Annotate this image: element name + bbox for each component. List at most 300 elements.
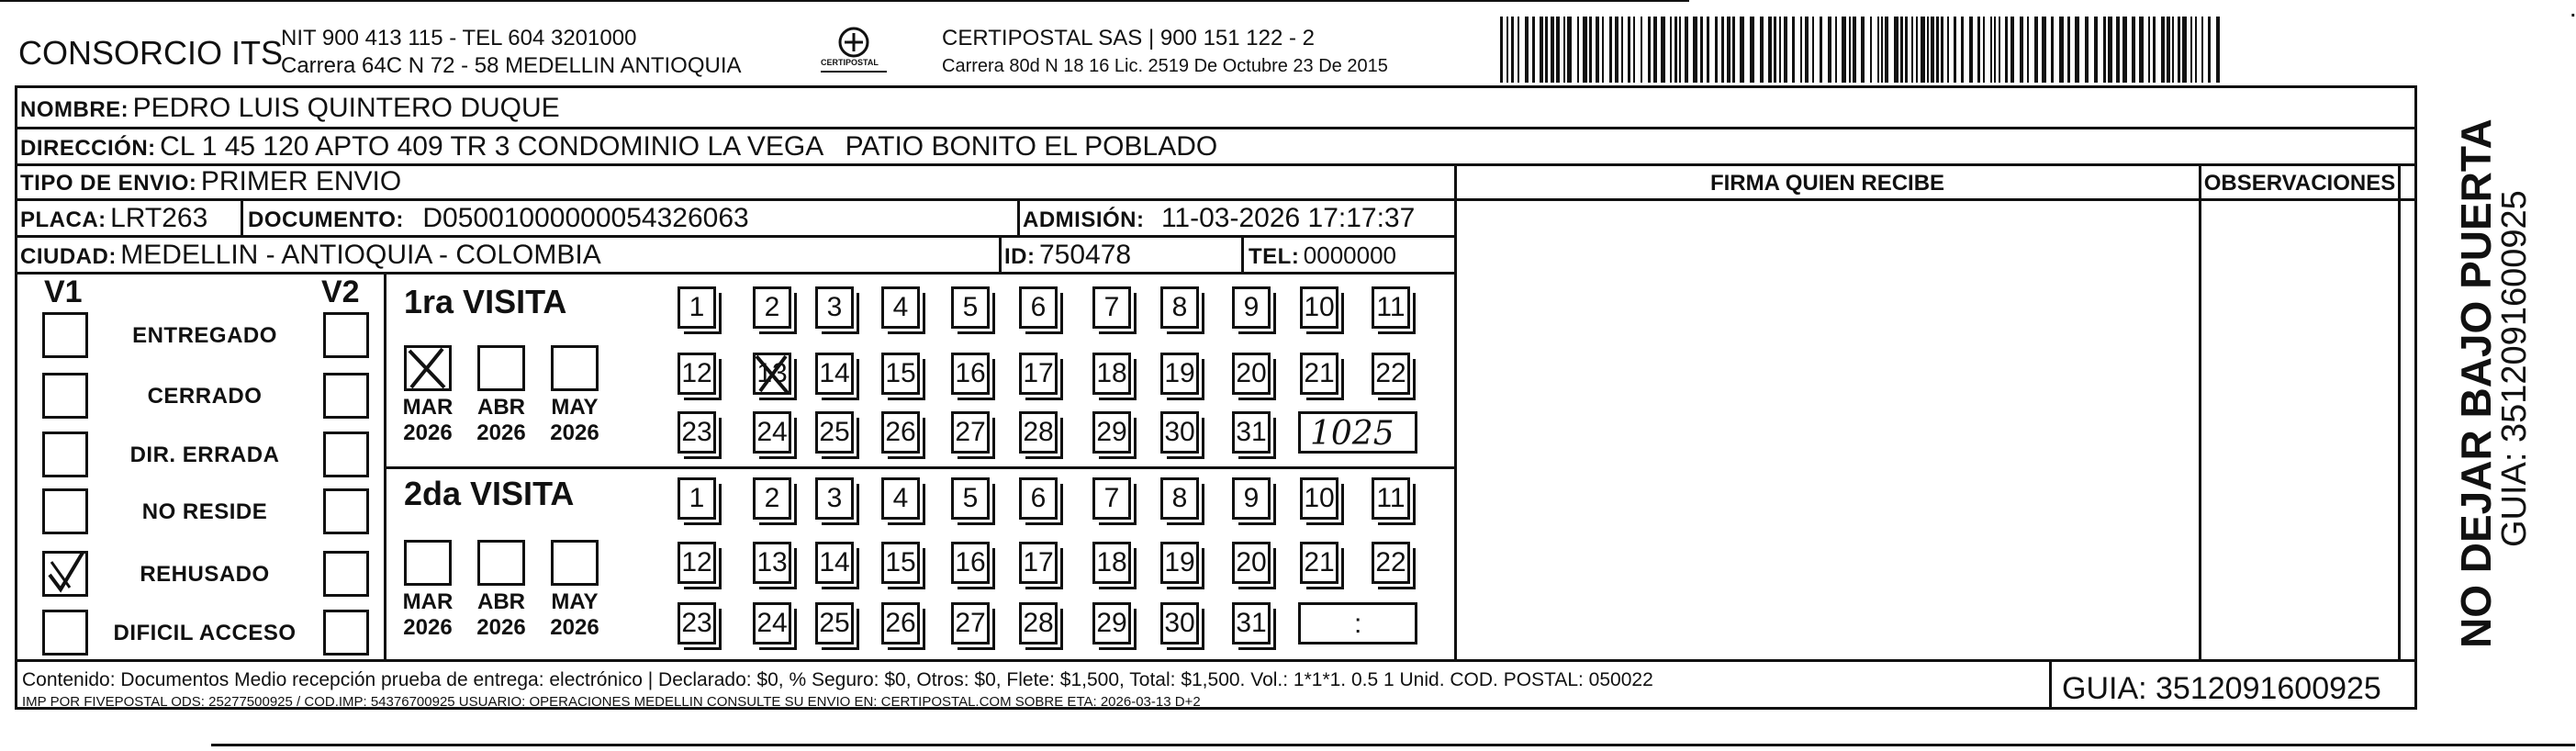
- first-visit-month-label: [395, 395, 461, 446]
- second-visit-month-checkbox[interactable]: [477, 540, 525, 586]
- second-visit-day-box[interactable]: [815, 542, 854, 584]
- barcode-bar: [1641, 17, 1642, 83]
- barcode-bar: [1602, 17, 1604, 83]
- barcode-bar: [1707, 17, 1709, 83]
- footer-contents: Contenido: Documentos Medio recepción prueba de entrega: electrónico | Declarado: $0, % Seguro: $0, Otros: $0, Flete: $1,500, Total: $1,500. Vol.: 1*1*1. 0.5 1 Unid. COD. POSTAL: 050022: [22, 669, 1653, 690]
- second-visit-day-box[interactable]: [1092, 477, 1131, 520]
- month-name: MAR: [402, 395, 454, 420]
- day-number: 6: [1030, 483, 1047, 513]
- barcode-bar: [1941, 17, 1943, 83]
- barcode-bar: [1615, 17, 1618, 83]
- day-number: 1: [689, 483, 705, 513]
- first-visit-day-box[interactable]: [1232, 353, 1271, 395]
- status-label: NO RESIDE: [141, 499, 268, 524]
- second-visit-day-box[interactable]: [1372, 477, 1410, 520]
- day-number: 12: [681, 358, 712, 388]
- first-visit-day-box[interactable]: [1092, 411, 1131, 454]
- month-year: 2026: [476, 615, 526, 640]
- status-label: REHUSADO: [140, 562, 270, 587]
- barcode-bar: [1732, 17, 1735, 83]
- barcode-bar: [1792, 17, 1795, 83]
- barcode-bar: [1990, 17, 1992, 83]
- check-mark-icon: [42, 551, 88, 597]
- day-number: 19: [1164, 358, 1195, 388]
- day-number: 3: [826, 483, 843, 513]
- type-label: TIPO DE ENVIO:: [20, 171, 197, 196]
- first-visit-day-box[interactable]: [1019, 411, 1058, 454]
- shipment-type: PRIMER ENVIO: [200, 166, 402, 196]
- barcode-bar: [1947, 17, 1949, 83]
- barcode-bar: [1674, 17, 1677, 83]
- barcode-bar: [1954, 17, 1956, 83]
- barcode-bar: [2178, 17, 2180, 83]
- barcode-bar: [2020, 17, 2023, 83]
- first-visit-day-box[interactable]: [678, 286, 716, 329]
- second-visit-day-box[interactable]: [1300, 477, 1338, 520]
- second-visit-day-box[interactable]: [1372, 542, 1410, 584]
- barcode-bar: [2042, 17, 2046, 83]
- barcode-bar: [1700, 17, 1703, 83]
- barcode-bar: [1800, 17, 1802, 83]
- barcode-bar: [1870, 17, 1872, 83]
- v1-checkbox[interactable]: [42, 373, 88, 419]
- recipient-name: PEDRO LUIS QUINTERO DUQUE: [132, 93, 560, 123]
- day-number: 26: [885, 417, 916, 447]
- day-number: 2: [764, 292, 780, 322]
- barcode-bar: [1518, 17, 1519, 83]
- barcode-bar: [2172, 17, 2174, 83]
- barcode-bar: [2148, 17, 2150, 83]
- day-number: 9: [1243, 483, 1260, 513]
- day-number: 5: [962, 292, 979, 322]
- first-visit-month-checkbox[interactable]: [404, 345, 452, 391]
- month-name: MAY: [551, 395, 599, 420]
- first-visit-day-box[interactable]: [678, 411, 716, 454]
- v1-header: V1: [44, 275, 83, 309]
- barcode-bar: [1648, 17, 1651, 83]
- v1-checkbox[interactable]: [42, 312, 88, 358]
- day-number: 11: [1376, 292, 1406, 322]
- plate-label: PLACA:: [20, 207, 106, 232]
- barcode-bar: [1545, 17, 1548, 83]
- first-visit-day-box[interactable]: [1019, 286, 1058, 329]
- barcode-bar: [1905, 17, 1908, 83]
- first-visit-day-box[interactable]: [1160, 353, 1199, 395]
- month-year: 2026: [550, 615, 599, 640]
- barcode-bar: [1861, 17, 1865, 83]
- first-visit-day-box[interactable]: [881, 353, 920, 395]
- admission-value: 11-03-2026 17:17:37: [1160, 203, 1416, 233]
- plate-value: LRT263: [110, 203, 208, 233]
- barcode-bar: [2010, 17, 2014, 83]
- day-number: 25: [819, 417, 850, 447]
- second-visit-day-box[interactable]: [1160, 477, 1199, 520]
- day-number: 8: [1171, 483, 1188, 513]
- first-visit-day-box[interactable]: [951, 286, 990, 329]
- document-value: D05001000000054326063: [422, 203, 749, 233]
- barcode-bar: [1999, 17, 2000, 83]
- barcode-bar: [1670, 17, 1672, 83]
- barcode-bar: [1820, 17, 1822, 83]
- second-visit-day-box[interactable]: [753, 477, 791, 520]
- first-visit-day-box[interactable]: [1232, 286, 1271, 329]
- admission-label: ADMISIÓN:: [1023, 207, 1145, 232]
- barcode: [1496, 17, 2222, 83]
- name-label: NOMBRE:: [20, 97, 129, 122]
- first-visit-day-box[interactable]: [678, 353, 716, 395]
- first-visit-day-box[interactable]: [1019, 353, 1058, 395]
- day-number: 10: [1304, 292, 1335, 322]
- month-year: 2026: [403, 420, 453, 445]
- first-visit-day-box[interactable]: [1300, 353, 1338, 395]
- company-address: Carrera 64C N 72 - 58 MEDELLIN ANTIOQUIA: [281, 53, 742, 78]
- barcode-bar: [1779, 17, 1781, 83]
- v2-checkbox[interactable]: [323, 610, 369, 656]
- barcode-bar: [1921, 17, 1925, 83]
- barcode-bar: [1721, 17, 1724, 83]
- first-visit-day-box[interactable]: [881, 286, 920, 329]
- first-visit-day-box[interactable]: [1092, 286, 1131, 329]
- first-visit-day-box[interactable]: [1092, 353, 1131, 395]
- barcode-bar: [1900, 17, 1903, 83]
- day-number: 7: [1103, 483, 1120, 513]
- month-name: ABR: [477, 589, 525, 614]
- barcode-bar: [1931, 17, 1934, 83]
- month-year: 2026: [550, 420, 599, 445]
- first-visit-month-label: [468, 395, 534, 446]
- day-number: 3: [826, 292, 843, 322]
- day-number: 29: [1096, 417, 1127, 447]
- day-number: 25: [819, 608, 850, 638]
- barcode-bar: [1835, 17, 1837, 83]
- second-visit-day-box[interactable]: [951, 542, 990, 584]
- status-label: ENTREGADO: [132, 323, 277, 348]
- barcode-bar: [1894, 17, 1898, 83]
- barcode-bar: [1983, 17, 1985, 83]
- second-visit-day-box[interactable]: [1232, 602, 1271, 645]
- barcode-bar: [1805, 17, 1809, 83]
- barcode-bar: [1768, 17, 1772, 83]
- day-number: 23: [681, 608, 712, 638]
- city-value: MEDELLIN - ANTIOQUIA - COLOMBIA: [120, 240, 601, 270]
- day-number: 12: [681, 547, 712, 577]
- barcode-bar: [1881, 17, 1883, 83]
- barcode-bar: [1556, 17, 1560, 83]
- second-visit-day-box[interactable]: [678, 602, 716, 645]
- barcode-bar: [2167, 17, 2170, 83]
- day-number: 6: [1030, 292, 1047, 322]
- barcode-bar: [1653, 17, 1657, 83]
- v2-header: V2: [321, 275, 360, 309]
- document-label: DOCUMENTO:: [248, 207, 404, 232]
- side-warning: NO DEJAR BAJO PUERTA: [2452, 118, 2500, 648]
- company-name: CONSORCIO ITS: [18, 34, 284, 72]
- status-label: DIFICIL ACCESO: [113, 621, 297, 645]
- first-visit-day-box[interactable]: [881, 411, 920, 454]
- barcode-bar: [1661, 17, 1665, 83]
- day-number: 30: [1164, 417, 1195, 447]
- barcode-bar: [1500, 17, 1503, 83]
- barcode-bar: [2208, 17, 2211, 83]
- first-visit-day-box[interactable]: [1372, 353, 1410, 395]
- second-visit-day-box[interactable]: [1019, 542, 1058, 584]
- v2-checkbox[interactable]: [323, 551, 369, 597]
- barcode-bar: [1842, 17, 1846, 83]
- barcode-bar: [1727, 17, 1730, 83]
- v2-checkbox[interactable]: [323, 373, 369, 419]
- day-number: 4: [892, 483, 909, 513]
- footer-imp: IMP POR FIVEPOSTAL ODS: 25277500925 / COD.IMP: 54376700925 USUARIO: OPERACIONES MEDELLIN CONSULTE SU ENVIO EN: CERTIPOSTAL.COM SOBRE ETA: 2026-03-13 D+2: [22, 694, 1201, 710]
- day-number: 18: [1096, 358, 1127, 388]
- second-visit-month-label: [468, 589, 534, 641]
- id-label: ID:: [1004, 244, 1036, 269]
- first-visit-day-box[interactable]: [753, 353, 791, 395]
- day-number: 31: [1236, 608, 1267, 638]
- v1-checkbox[interactable]: [42, 432, 88, 477]
- id-value: 750478: [1038, 240, 1132, 270]
- barcode-bar: [1633, 17, 1635, 83]
- v2-checkbox[interactable]: [323, 488, 369, 534]
- first-visit-day-box[interactable]: [1232, 411, 1271, 454]
- second-visit-day-box[interactable]: [815, 602, 854, 645]
- day-number: 13: [756, 547, 788, 577]
- month-year: 2026: [403, 615, 453, 640]
- barcode-bar: [2108, 17, 2112, 83]
- first-visit-title: 1ra VISITA: [404, 283, 567, 320]
- barcode-bar: [1628, 17, 1630, 83]
- barcode-bar: [1563, 17, 1565, 83]
- barcode-bar: [1911, 17, 1913, 83]
- day-number: 16: [955, 358, 986, 388]
- barcode-bar: [1936, 17, 1939, 83]
- barcode-bar: [1525, 17, 1529, 83]
- first-visit-day-box[interactable]: [1160, 411, 1199, 454]
- second-visit-day-box[interactable]: [881, 477, 920, 520]
- barcode-bar: [1679, 17, 1681, 83]
- footer-guia: GUIA: 3512091600925: [2062, 671, 2381, 706]
- barcode-bar: [1621, 17, 1623, 83]
- day-number: 23: [681, 417, 712, 447]
- barcode-bar: [1969, 17, 1973, 83]
- second-visit-day-box[interactable]: [1019, 477, 1058, 520]
- day-number: 2: [764, 483, 780, 513]
- company-nit: NIT 900 413 115 - TEL 604 3201000: [281, 26, 637, 50]
- barcode-bar: [1740, 17, 1744, 83]
- second-visit-day-box[interactable]: [1300, 542, 1338, 584]
- status-label: DIR. ERRADA: [129, 443, 280, 467]
- barcode-bar: [2034, 17, 2038, 83]
- barcode-bar: [1567, 17, 1572, 83]
- day-number: 22: [1375, 547, 1406, 577]
- barcode-bar: [2027, 17, 2029, 83]
- barcode-bar: [1540, 17, 1543, 83]
- barcode-bar: [2122, 17, 2127, 83]
- barcode-bar: [1877, 17, 1879, 83]
- day-number: 1: [689, 292, 705, 322]
- barcode-bar: [2075, 17, 2079, 83]
- tel-label: TEL:: [1249, 244, 1300, 269]
- barcode-bar: [1812, 17, 1814, 83]
- second-visit-day-box[interactable]: [1160, 542, 1199, 584]
- first-visit-time-box[interactable]: [1298, 411, 1417, 454]
- second-visit-day-box[interactable]: [1092, 602, 1131, 645]
- day-number: 28: [1023, 417, 1054, 447]
- second-visit-day-box[interactable]: [951, 602, 990, 645]
- day-number: 16: [955, 547, 986, 577]
- day-number: 27: [955, 417, 986, 447]
- second-visit-day-box[interactable]: [881, 542, 920, 584]
- day-number: 30: [1164, 608, 1195, 638]
- barcode-bar: [2051, 17, 2054, 83]
- day-number: 15: [885, 358, 916, 388]
- barcode-bar: [2067, 17, 2070, 83]
- barcode-bar: [1828, 17, 1831, 83]
- barcode-bar: [2216, 17, 2220, 83]
- day-number: 10: [1304, 483, 1335, 513]
- barcode-bar: [1506, 17, 1508, 83]
- barcode-bar: [1760, 17, 1764, 83]
- barcode-bar: [1784, 17, 1787, 83]
- barcode-bar: [1583, 17, 1587, 83]
- day-number: 14: [819, 358, 850, 388]
- barcode-bar: [1750, 17, 1754, 83]
- barcode-bar: [2195, 17, 2197, 83]
- first-visit-day-box[interactable]: [1372, 286, 1410, 329]
- x-mark-icon: [404, 345, 452, 391]
- barcode-bar: [1596, 17, 1599, 83]
- month-name: MAR: [402, 589, 454, 614]
- v1-checkbox[interactable]: [42, 610, 88, 656]
- barcode-bar: [2132, 17, 2135, 83]
- day-number: 29: [1096, 608, 1127, 638]
- barcode-bar: [1927, 17, 1929, 83]
- second-visit-month-checkbox[interactable]: [404, 540, 452, 586]
- barcode-bar: [2139, 17, 2144, 83]
- barcode-bar: [1693, 17, 1697, 83]
- first-visit-time: 1025: [1310, 415, 1394, 453]
- barcode-bar: [1994, 17, 1996, 83]
- side-guia: GUIA: 3512091600925: [2495, 190, 2534, 547]
- day-number: 15: [885, 547, 916, 577]
- second-visit-day-box[interactable]: [1160, 602, 1199, 645]
- month-year: 2026: [476, 420, 526, 445]
- tel-value: 0000000: [1303, 241, 1397, 269]
- certipostal-logo: [808, 24, 900, 79]
- barcode-bar: [1511, 17, 1514, 83]
- day-number: 7: [1103, 292, 1120, 322]
- day-number: 21: [1304, 547, 1335, 577]
- day-number: 27: [955, 608, 986, 638]
- first-visit-month-checkbox[interactable]: [551, 345, 599, 391]
- second-visit-day-box[interactable]: [753, 542, 791, 584]
- barcode-bar: [2161, 17, 2165, 83]
- second-visit-month-checkbox[interactable]: [551, 540, 599, 586]
- day-number: 22: [1375, 358, 1406, 388]
- second-visit-day-box[interactable]: [815, 477, 854, 520]
- barcode-bar: [1577, 17, 1579, 83]
- barcode-bar: [2116, 17, 2120, 83]
- v2-checkbox[interactable]: [323, 432, 369, 477]
- barcode-bar: [1849, 17, 1851, 83]
- barcode-bar: [2094, 17, 2098, 83]
- day-number: 24: [756, 608, 788, 638]
- barcode-bar: [2103, 17, 2106, 83]
- first-visit-day-box[interactable]: [951, 411, 990, 454]
- day-number: 9: [1243, 292, 1260, 322]
- barcode-bar: [1532, 17, 1535, 83]
- barcode-bar: [1774, 17, 1776, 83]
- second-visit-month-label: [395, 589, 461, 641]
- second-visit-day-box[interactable]: [1232, 542, 1271, 584]
- second-visit-day-box[interactable]: [753, 602, 791, 645]
- first-visit-day-box[interactable]: [1160, 286, 1199, 329]
- day-number: 20: [1236, 547, 1267, 577]
- first-visit-day-box[interactable]: [1300, 286, 1338, 329]
- first-visit-month-label: [542, 395, 608, 446]
- second-visit-day-box[interactable]: [881, 602, 920, 645]
- barcode-bar: [1715, 17, 1718, 83]
- second-visit-month-label: [542, 589, 608, 641]
- v1-checkbox[interactable]: [42, 551, 88, 597]
- first-visit-month-checkbox[interactable]: [477, 345, 525, 391]
- second-visit-title: 2da VISITA: [404, 475, 575, 512]
- second-visit-day-box[interactable]: [951, 477, 990, 520]
- recipient-address: CL 1 45 120 APTO 409 TR 3 CONDOMINIO LA VEGA PATIO BONITO EL POBLADO: [160, 131, 1218, 162]
- day-number: 17: [1023, 547, 1054, 577]
- barcode-bar: [1609, 17, 1612, 83]
- day-number: 4: [892, 292, 909, 322]
- day-number: 28: [1023, 608, 1054, 638]
- signature-header: FIRMA QUIEN RECIBE: [1709, 171, 1945, 196]
- second-visit-day-box[interactable]: [1232, 477, 1271, 520]
- first-visit-day-box[interactable]: [815, 411, 854, 454]
- second-visit-day-box[interactable]: [1019, 602, 1058, 645]
- day-number: 11: [1376, 483, 1406, 513]
- month-name: MAY: [551, 589, 599, 614]
- first-visit-day-box[interactable]: [753, 286, 791, 329]
- day-number: 31: [1236, 417, 1267, 447]
- second-visit-day-box[interactable]: [678, 477, 716, 520]
- city-label: CIUDAD:: [20, 244, 117, 269]
- barcode-bar: [1551, 17, 1554, 83]
- barcode-bar: [1685, 17, 1688, 83]
- barcode-bar: [2005, 17, 2008, 83]
- day-number: 20: [1236, 358, 1267, 388]
- barcode-bar: [1853, 17, 1856, 83]
- first-visit-day-box[interactable]: [951, 353, 990, 395]
- v1-checkbox[interactable]: [42, 488, 88, 534]
- second-visit-day-box[interactable]: [678, 542, 716, 584]
- second-visit-time-box[interactable]: [1298, 602, 1417, 645]
- day-number: 17: [1023, 358, 1054, 388]
- first-visit-day-box[interactable]: [753, 411, 791, 454]
- month-name: ABR: [477, 395, 525, 420]
- day-number: 24: [756, 417, 788, 447]
- barcode-bar: [1977, 17, 1980, 83]
- first-visit-day-box[interactable]: [815, 353, 854, 395]
- day-number: 19: [1164, 547, 1195, 577]
- first-visit-day-box[interactable]: [815, 286, 854, 329]
- day-number: 26: [885, 608, 916, 638]
- second-visit-day-box[interactable]: [1092, 542, 1131, 584]
- day-number: 8: [1171, 292, 1188, 322]
- v2-checkbox[interactable]: [323, 312, 369, 358]
- address-label: DIRECCIÓN:: [20, 136, 156, 161]
- barcode-bar: [2085, 17, 2089, 83]
- barcode-bar: [1916, 17, 1918, 83]
- barcode-bar: [2182, 17, 2187, 83]
- day-number: 18: [1096, 547, 1127, 577]
